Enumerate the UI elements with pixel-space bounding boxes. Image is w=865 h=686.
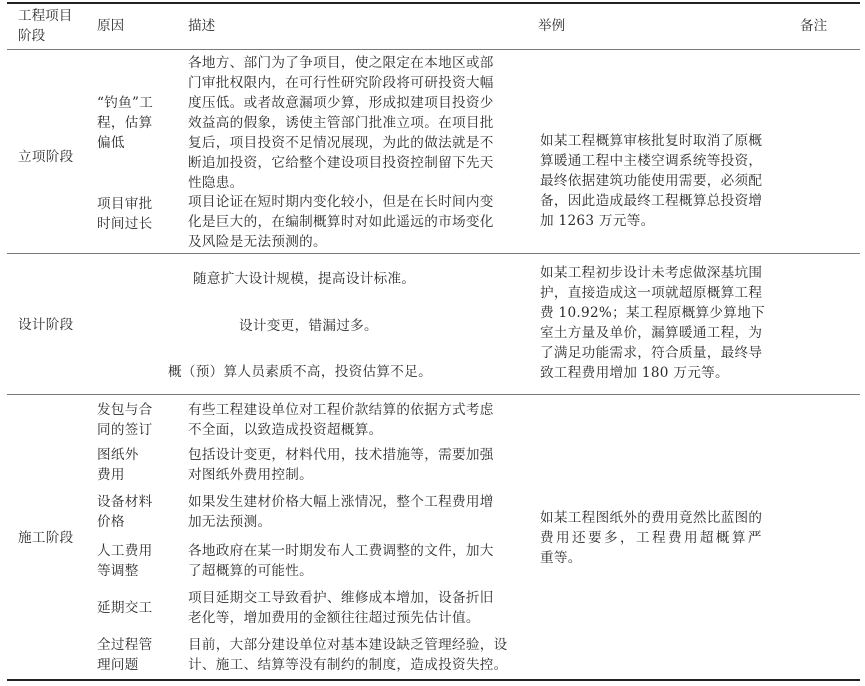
example-line: 备，因此造成最终工程概算总投资增: [540, 193, 763, 209]
reason-cell: [97, 598, 153, 618]
description-line: 目前，大部分建设单位对基本建设缺乏管理经验，设: [188, 637, 508, 653]
reason-line: 设备材料: [97, 494, 153, 510]
example-line: 致工程费用增加 180 万元等。: [540, 365, 729, 381]
reason-cell: [97, 93, 153, 153]
description-line: 各地方、部门为了争项目，使之限定在本地区或部: [188, 55, 494, 71]
description-line: 化是巨大的，在编制概算时对如此遥远的市场变化: [188, 214, 494, 230]
description-cell: [188, 192, 494, 252]
description-line: 计、施工、结算等没有制约的制度，造成投资失控。: [188, 657, 508, 673]
reason-line: 理问题: [97, 657, 139, 673]
example-line: 了满足功能需求，符合质量，最终导: [540, 345, 763, 361]
description-line: 效益高的假象，诱使主管部门批准立项。在项目批: [188, 115, 494, 131]
section-divider: [7, 253, 860, 254]
example-cell: [540, 263, 765, 383]
section-divider: [7, 394, 860, 395]
description-line: 包括设计变更，材料代用，技术措施等，需要加强: [188, 447, 494, 463]
header-stage: [18, 6, 72, 46]
example-line: 护，直接造成这一项就超原概算工程: [540, 285, 763, 301]
description-line: 了超概算的可能性。: [188, 563, 314, 579]
reason-line: “钓鱼”工: [97, 95, 154, 111]
example-cell: [540, 131, 762, 231]
reason-line: 等调整: [97, 563, 139, 579]
stage-label: 设计阶段: [18, 317, 74, 333]
description-cell: 设计变更，错漏过多。: [239, 318, 378, 334]
description-cell: [188, 492, 494, 532]
example-line: 如某工程图纸外的费用竟然比蓝图的: [540, 510, 763, 526]
description-line: 加无法预测。: [188, 514, 272, 530]
example-line: 算暖通工程中主楼空调系统等投资，: [540, 153, 763, 169]
reason-cell: [97, 635, 153, 675]
example-line: 如某工程概算审核批复时取消了原概: [540, 133, 763, 149]
header-stage-line: 工程项目: [18, 8, 73, 24]
description-cell: [188, 400, 494, 440]
description-line: 各地政府在某一时期发布人工费调整的文件，加大: [188, 543, 494, 559]
example-line: 费用还要多，工程费用超概算严: [540, 530, 764, 546]
reason-line: 时间过长: [97, 216, 153, 232]
description-line: 不全面，以致造成投资超概算。: [188, 422, 383, 438]
description-line: 如果发生建材价格大幅上涨情况，整个工程费用增: [188, 494, 494, 510]
stage-label: 施工阶段: [18, 530, 74, 546]
description-line: 复后，项目投资不足情况展现，为此的做法就是不: [188, 135, 494, 151]
example-line: 费 10.92%；某工程原概算少算地下: [540, 305, 765, 321]
example-cell: [540, 508, 764, 568]
description-cell: 概（预）算人员素质不高，投资估算不足。: [168, 364, 432, 380]
example-line: 最终依据建筑功能使用需要，必须配: [540, 173, 763, 189]
header-bottom-rule: [7, 49, 860, 50]
description-line: 断追加投资，它给整个建设项目投资控制留下先天: [188, 155, 494, 171]
description-cell: [188, 541, 494, 581]
description-line: 项目延期交工导致看护、维修成本增加，设备折旧: [188, 590, 494, 606]
description-line: 门审批权限内，在可行性研究阶段将可研投资大幅: [188, 75, 494, 91]
description-line: 有些工程建设单位对工程价款结算的依据方式考虑: [188, 402, 494, 418]
description-line: 老化等，增加费用的金额往往超过预先估计值。: [188, 610, 480, 626]
reason-line: 费用: [97, 467, 125, 483]
header-example: 举例: [538, 18, 566, 34]
reason-line: 项目审批: [97, 196, 153, 212]
reason-cell: [97, 400, 153, 440]
reason-cell: [97, 445, 139, 485]
description-cell: 随意扩大设计规模，提高设计标准。: [193, 271, 416, 287]
description-line: 对图纸外费用控制。: [188, 467, 314, 483]
reason-line: 全过程管: [97, 637, 153, 653]
header-remark: 备注: [800, 18, 828, 34]
description-cell: [188, 588, 494, 628]
description-line: 性隐患。: [188, 175, 244, 191]
example-line: 如某工程初步设计未考虑做深基坑围: [540, 265, 763, 281]
reason-line: 人工费用: [97, 543, 153, 559]
reason-line: 偏低: [97, 135, 125, 151]
reason-line: 价格: [97, 514, 125, 530]
reason-line: 延期交工: [97, 600, 153, 616]
example-line: 重等。: [540, 550, 582, 566]
description-line: 项目论证在短时期内变化较小，但是在长时间内变: [188, 194, 494, 210]
stage-label: 立项阶段: [18, 149, 74, 165]
description-cell: [188, 53, 494, 193]
reason-line: 图纸外: [97, 447, 139, 463]
reason-cell: [97, 541, 153, 581]
reason-line: 程，估算: [97, 115, 153, 131]
reason-line: 同的签订: [97, 422, 153, 438]
description-cell: [188, 635, 508, 675]
description-cell: [188, 445, 494, 485]
table-bottom-rule: [7, 679, 860, 681]
header-description: 描述: [188, 18, 216, 34]
example-line: 室土方量及单价，漏算暖通工程，为: [540, 325, 763, 341]
example-line: 加 1263 万元等。: [540, 213, 655, 229]
reason-line: 发包与合: [97, 402, 153, 418]
reason-cell: [97, 194, 153, 234]
reason-cell: [97, 492, 153, 532]
description-line: 及风险是无法预测的。: [188, 234, 327, 250]
table-top-rule: [7, 2, 860, 4]
description-line: 度压低。或者故意漏项少算，形成拟建项目投资少: [188, 95, 494, 111]
header-stage-line: 阶段: [18, 28, 46, 44]
header-reason: 原因: [97, 18, 125, 34]
